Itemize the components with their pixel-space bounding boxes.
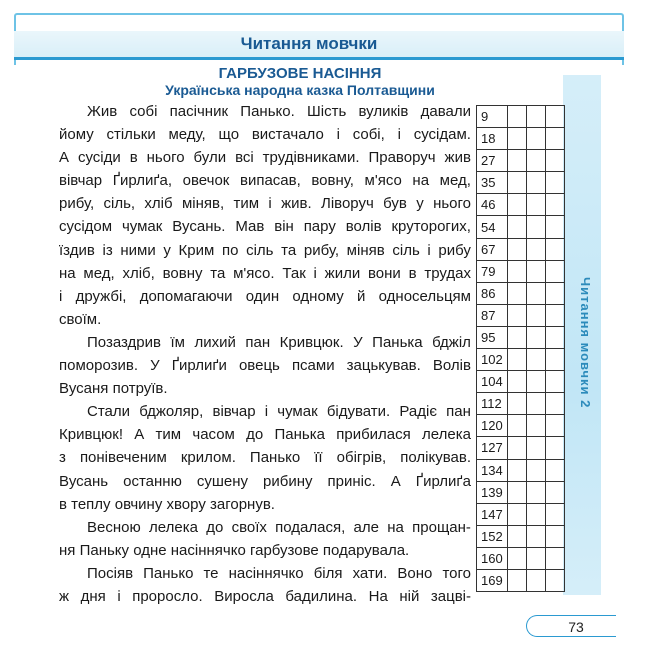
word-count-cell: 104 [477,371,508,393]
text-line: на мед, хліб, вовну та м'ясо. Так і жили вони в трудах [59,264,471,282]
word-count-cell: 79 [477,260,508,282]
empty-cell [546,481,565,503]
text-line: рибу, сіль, хліб міняв, тим і жив. Ліворуч був у нього [59,195,471,213]
word-count-cell: 160 [477,547,508,569]
word-count-cell: 87 [477,304,508,326]
grid-row [477,282,565,304]
empty-cell [527,569,546,591]
grid-row [477,194,565,216]
grid-row [477,569,565,591]
grid-row [477,349,565,371]
word-count-cell: 86 [477,282,508,304]
empty-cell [546,172,565,194]
empty-cell [508,547,527,569]
grid-row [477,371,565,393]
text-line: Весною лелека до своїх подалася, але на прощан- [87,518,471,536]
story-subtitle: Українська народна казка Полтавщини [165,82,435,98]
text-line: з понівеченим крилом. Панько її обігрів, полікував. [59,449,471,467]
empty-cell [527,393,546,415]
empty-cell [546,415,565,437]
empty-cell [546,150,565,172]
empty-cell [508,194,527,216]
empty-cell [508,415,527,437]
empty-cell [508,106,527,128]
text-line: Вусань останню сушену рибину приніс. А Ґирлиґа [59,472,471,490]
empty-cell [527,282,546,304]
word-count-cell: 152 [477,525,508,547]
empty-cell [546,349,565,371]
text-line: Жив собі пасічник Панько. Шість вуликів давали [87,103,471,120]
word-count-cell: 95 [477,326,508,348]
empty-cell [546,106,565,128]
section-title: Читання мовчки [240,34,378,53]
word-count-cell: 9 [477,106,508,128]
grid-row [477,216,565,238]
text-line: поморозив. У Ґирлиґи овець псами зацькував. Волів [59,357,471,375]
empty-cell [546,371,565,393]
header-underline [14,57,624,60]
empty-cell [508,238,527,260]
empty-cell [546,216,565,238]
empty-cell [546,260,565,282]
side-tab-label: Читання мовчки 2 [578,277,593,409]
word-count-cell: 46 [477,194,508,216]
empty-cell [546,282,565,304]
grid-row [477,238,565,260]
word-count-cell: 134 [477,459,508,481]
text-line: вівчар Ґирлиґа, овечок випасав, вовну, м'ясо на мед, [59,172,471,190]
empty-cell [508,326,527,348]
empty-cell [508,304,527,326]
empty-cell [508,128,527,150]
word-count-cell: 27 [477,150,508,172]
word-count-cell: 169 [477,569,508,591]
text-line: Вусаня потруїв. [59,380,168,398]
empty-cell [508,437,527,459]
empty-cell [527,106,546,128]
grid-row [477,326,565,348]
grid-row [477,150,565,172]
text-line: і дружбі, допомагаючи один одному й односельцям [59,287,471,305]
empty-cell [508,481,527,503]
empty-cell [527,481,546,503]
empty-cell [527,260,546,282]
empty-cell [527,238,546,260]
empty-cell [546,459,565,481]
word-count-cell: 120 [477,415,508,437]
word-count-cell: 112 [477,393,508,415]
word-count-cell: 54 [477,216,508,238]
empty-cell [527,304,546,326]
empty-cell [527,547,546,569]
empty-cell [546,194,565,216]
text-line: ня Паньку одне насіннячко гарбузове подарувала. [59,541,410,559]
word-count-cell: 102 [477,349,508,371]
empty-cell [546,393,565,415]
empty-cell [508,282,527,304]
text-line: Стали бджоляр, вівчар і чумак бідувати. Радіє пан [87,403,471,421]
empty-cell [508,569,527,591]
empty-cell [527,216,546,238]
empty-cell [527,150,546,172]
text-line: в теплу овчину хвору загорнув. [59,495,275,513]
grid-row [477,481,565,503]
empty-cell [546,304,565,326]
empty-cell [546,569,565,591]
empty-cell [546,238,565,260]
word-count-cell: 18 [477,128,508,150]
empty-cell [508,150,527,172]
empty-cell [508,260,527,282]
grid-row [477,393,565,415]
empty-cell [508,503,527,525]
grid-row [477,128,565,150]
empty-cell [508,371,527,393]
empty-cell [508,349,527,371]
empty-cell [527,371,546,393]
word-count-cell: 127 [477,437,508,459]
empty-cell [546,547,565,569]
text-line: їздив із ними у Крим по сіль та рибу, міняв сіль і рибу [59,241,471,259]
empty-cell [527,459,546,481]
empty-cell [546,525,565,547]
text-line: йому стільки меду, що вистачало і собі, і сусідам. [59,126,471,144]
word-count-cell: 147 [477,503,508,525]
empty-cell [508,172,527,194]
empty-cell [527,128,546,150]
text-line: Позаздрив їм лихий пан Кривцюк. У Панька бджіл [87,333,471,351]
empty-cell [546,503,565,525]
empty-cell [527,172,546,194]
word-count-cell: 67 [477,238,508,260]
empty-cell [508,216,527,238]
empty-cell [527,503,546,525]
empty-cell [546,326,565,348]
grid-row [477,172,565,194]
grid-row [477,437,565,459]
grid-row [477,260,565,282]
empty-cell [527,415,546,437]
story-title: ГАРБУЗОВЕ НАСІННЯ [218,65,382,82]
text-line: А сусіди в нього були всі трудівниками. Праворуч жив [59,149,471,167]
grid-row [477,106,565,128]
empty-cell [527,437,546,459]
text-line: ж дня і проросло. Виросла бадилина. На ній зацві- [59,587,471,605]
grid-row [477,415,565,437]
empty-cell [527,326,546,348]
page-number: 73 [568,619,584,635]
empty-cell [508,459,527,481]
grid-row [477,525,565,547]
empty-cell [527,194,546,216]
text-line: сусідом чумак Вусань. Мав він пару волів круторогих, [59,218,471,236]
empty-cell [508,525,527,547]
text-line: Кривцюк! А тим часом до Панька прибилася лелека [59,426,471,444]
text-line: Посіяв Панько те насіннячко біля хати. Воно того [87,564,471,582]
grid-row [477,503,565,525]
empty-cell [508,393,527,415]
word-count-cell: 35 [477,172,508,194]
grid-row [477,547,565,569]
empty-cell [527,349,546,371]
word-count-cell: 139 [477,481,508,503]
empty-cell [546,128,565,150]
word-count-grid [476,105,565,592]
story-body [59,100,471,608]
grid-row [477,304,565,326]
text-line: своїм. [59,310,102,328]
empty-cell [546,437,565,459]
empty-cell [527,525,546,547]
grid-row [477,459,565,481]
